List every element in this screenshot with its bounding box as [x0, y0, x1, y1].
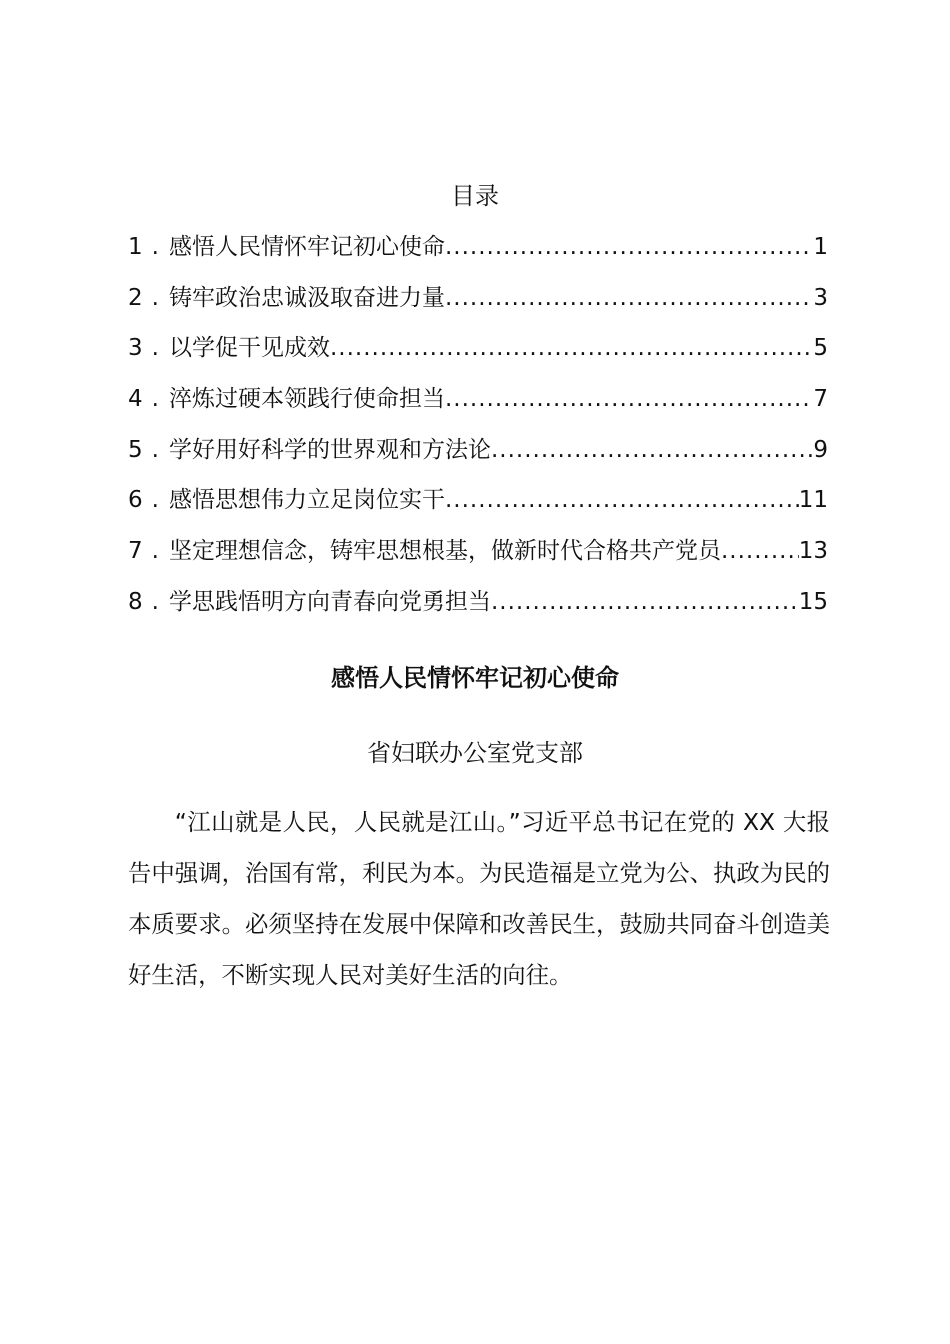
toc-entry-separator: .: [151, 335, 159, 362]
toc-entry[interactable]: [128, 584, 828, 635]
toc-entry-number: 5: [128, 436, 143, 463]
toc-entry-separator: .: [151, 436, 159, 463]
toc-dot-leader: [445, 229, 813, 265]
toc-entry-separator: .: [151, 538, 159, 565]
toc-entry[interactable]: [128, 482, 828, 533]
toc-entry[interactable]: [128, 381, 828, 432]
toc-entry[interactable]: [128, 533, 828, 584]
toc-entry-number: 1: [128, 234, 143, 260]
toc-entry-title: 以学促干见成效: [168, 335, 330, 362]
toc-dot-leader: [721, 533, 799, 569]
toc-entry-title: 淬炼过硬本领践行使命担当: [168, 386, 445, 413]
article-title: 感悟人民情怀牢记初心使命: [331, 664, 619, 692]
toc-entry-title: 学好用好科学的世界观和方法论: [168, 436, 491, 463]
toc-entry-number: 7: [128, 538, 143, 565]
toc-dot-leader: [445, 381, 813, 417]
toc-entry-page: 15: [798, 588, 828, 615]
toc-entry-title: 坚定理想信念，铸牢思想根基，做新时代合格共产党员: [168, 538, 721, 565]
toc-entry-page: 9: [813, 436, 828, 463]
toc-entry-number: 8: [128, 588, 143, 615]
toc-dot-leader: [445, 482, 799, 518]
toc-entry-separator: .: [151, 284, 159, 311]
toc-entry[interactable]: [128, 229, 828, 280]
toc-entry[interactable]: [128, 330, 828, 381]
article-author: 省妇联办公室党支部: [367, 739, 583, 767]
toc-entry-number: 6: [128, 487, 143, 514]
toc-entry[interactable]: [128, 280, 828, 331]
article-paragraph: “江山就是人民，人民就是江山。”习近平总书记在党的 XX 大报告中强调，治国有常，利民为本。为民造福是立党为公、执政为民的本质要求。必须坚持在发展中保障和改善民生，鼓励共同奋斗创造美好生活，不断实现人民对美好生活的向往。: [128, 808, 830, 989]
toc-entry-page: 11: [798, 487, 828, 514]
toc-entry-separator: .: [151, 234, 159, 260]
toc-entry-page: 5: [813, 335, 828, 362]
toc-entry-title: 铸牢政治忠诚汲取奋进力量: [168, 284, 445, 311]
toc-entry-separator: .: [151, 386, 159, 413]
toc-entry-number: 2: [128, 284, 143, 311]
toc-dot-leader: [491, 584, 799, 620]
toc-title: 目录: [451, 182, 499, 210]
toc-dot-leader: [330, 330, 813, 366]
toc-entry-page: 1: [813, 234, 828, 260]
toc-entry-separator: .: [151, 487, 159, 514]
toc-entry-title: 感悟人民情怀牢记初心使命: [168, 234, 445, 260]
toc-entry-page: 7: [813, 386, 828, 413]
toc-entry[interactable]: [128, 432, 828, 483]
toc-dot-leader: [491, 432, 813, 468]
toc-dot-leader: [445, 280, 813, 316]
toc-entry-page: 3: [813, 284, 828, 311]
toc-entry-number: 3: [128, 335, 143, 362]
toc-entry-number: 4: [128, 386, 143, 413]
toc-entry-title: 学思践悟明方向青春向党勇担当: [168, 588, 491, 615]
toc-entry-page: 13: [798, 538, 828, 565]
toc-entry-title: 感悟思想伟力立足岗位实干: [168, 487, 445, 514]
table-of-contents: [128, 229, 828, 635]
toc-entry-separator: .: [151, 588, 159, 615]
